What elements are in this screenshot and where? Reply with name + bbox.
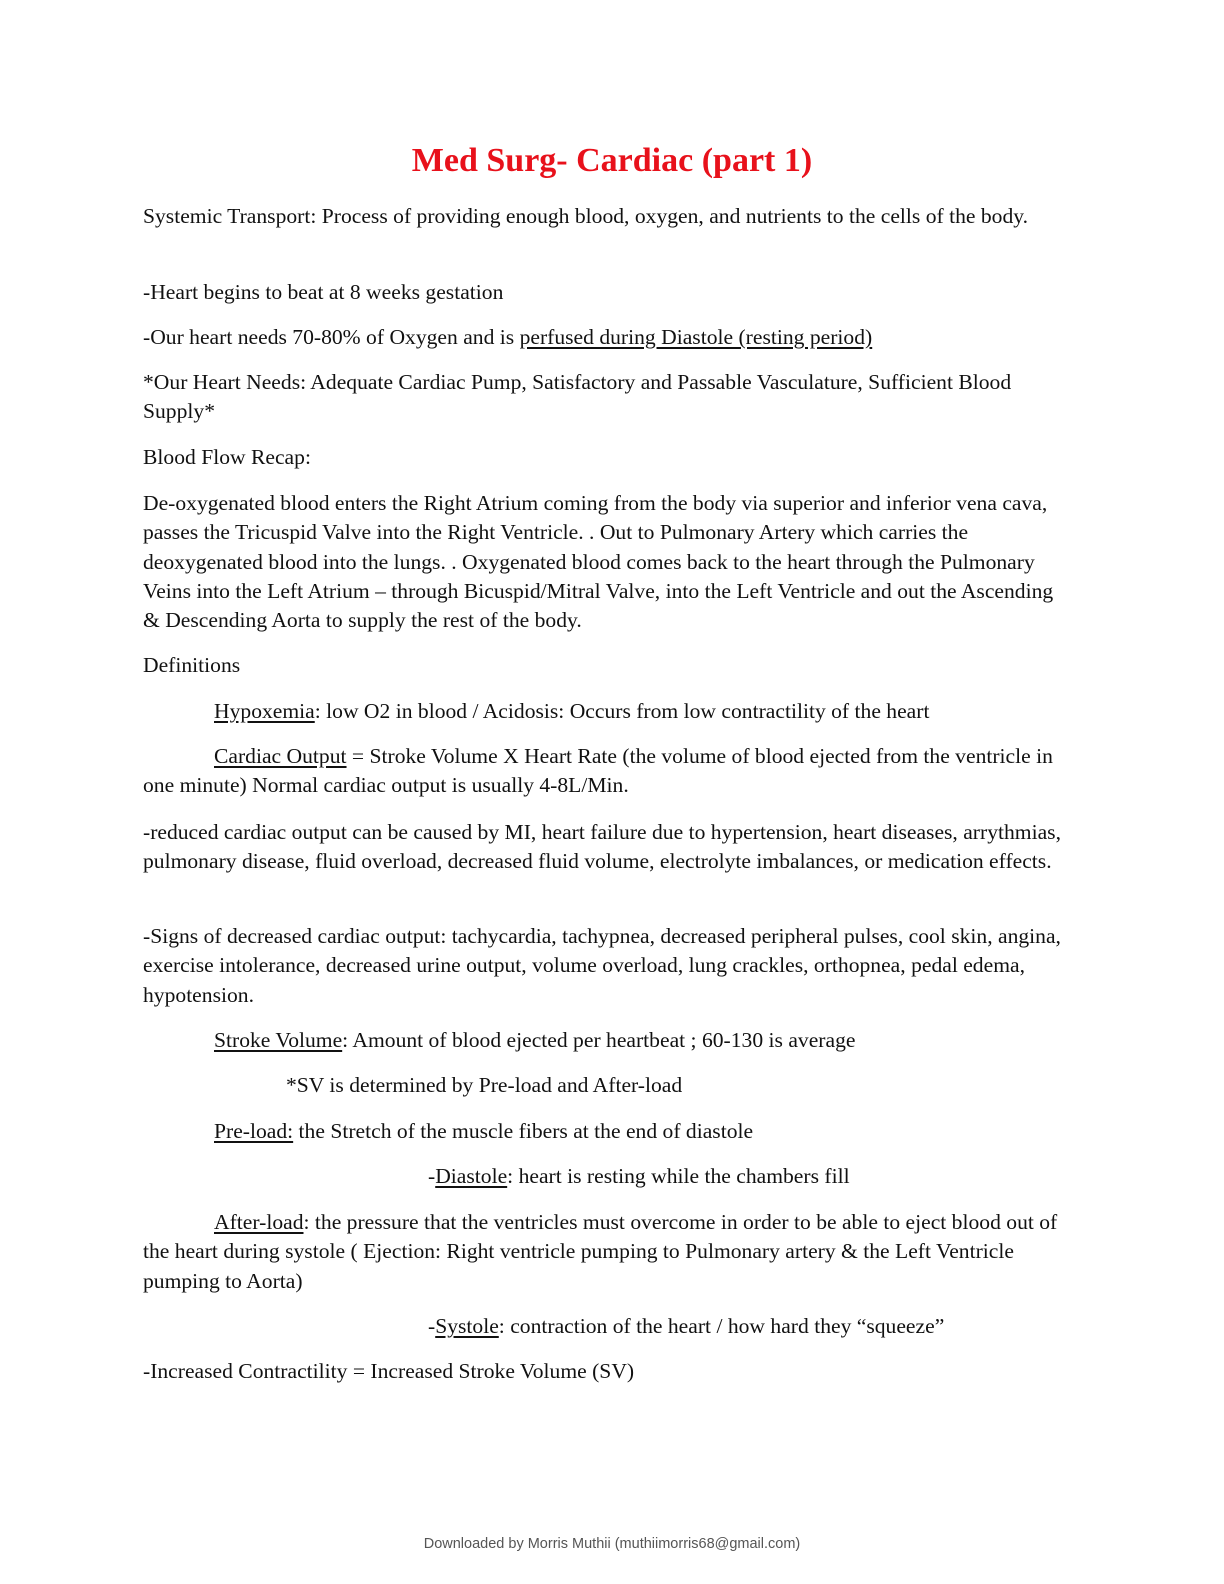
hypoxemia-definition: [143, 697, 1063, 726]
preload-definition: [143, 1117, 1063, 1146]
cardiac-output-term: Cardiac Output: [214, 744, 347, 768]
diastole-text: : heart is resting while the chambers fill: [507, 1164, 850, 1188]
preload-term: Pre-load:: [214, 1119, 294, 1143]
diastole-term: Diastole: [435, 1164, 508, 1188]
heart-beat-paragraph: -Heart begins to beat at 8 weeks gestation: [143, 280, 504, 304]
oxygen-underlined: perfused during Diastole (resting period): [519, 325, 873, 349]
definitions-heading: Definitions: [143, 653, 241, 677]
blood-flow-paragraph: De-oxygenated blood enters the Right Atrium coming from the body via superior and inferior vena cava, passes the Tricuspid Valve into the Right Ventricle. . Out to Pulmonary Artery which carries the deoxygenated blood into the lungs. . Oxygenated blood comes back to the heart through the Pulmonary Veins into the Left Atrium – through Bicuspid/Mitral Valve, into the Left Ventricle and out the Ascending & Descending Aorta to supply the rest of the body.: [143, 491, 1054, 633]
systole-term: Systole: [435, 1314, 499, 1338]
oxygen-text: -Our heart needs 70-80% of Oxygen and is: [143, 325, 520, 349]
download-footer: Downloaded by Morris Muthii (muthiimorris68@gmail.com): [423, 1536, 801, 1552]
dash: -: [428, 1314, 436, 1338]
afterload-term: After-load: [214, 1210, 304, 1234]
systemic-transport-paragraph: Systemic Transport: Process of providing enough blood, oxygen, and nutrients to the cells of the body.: [143, 204, 1029, 228]
reduced-output-paragraph: -reduced cardiac output can be caused by MI, heart failure due to hypertension, heart diseases, arrythmias, pulmonary disease, fluid overload, decreased fluid volume, electrolyte imbalances, or medication effects.: [143, 820, 1061, 874]
preload-text: the Stretch of the muscle fibers at the end of diastole: [293, 1119, 754, 1143]
oxygen-paragraph: [143, 323, 1063, 352]
diastole-definition: [428, 1162, 1068, 1191]
cardiac-output-definition: [143, 742, 1063, 801]
heart-needs-paragraph: *Our Heart Needs: Adequate Cardiac Pump, Satisfactory and Passable Vasculature, Sufficient Blood Supply*: [143, 370, 1012, 424]
stroke-volume-text: : Amount of blood ejected per heartbeat ; 60-130 is average: [342, 1028, 856, 1052]
systole-text: : contraction of the heart / how hard they “squeeze”: [498, 1314, 945, 1338]
afterload-definition: [143, 1208, 1063, 1296]
cardiac-output-text: = Stroke Volume X Heart Rate (the volume of blood ejected from the ventricle in one minute) Normal cardiac output is usually 4-8L/Min.: [143, 744, 1053, 798]
signs-paragraph: -Signs of decreased cardiac output: tachycardia, tachypnea, decreased peripheral pulses, cool skin, angina, exercise intolerance, decreased urine output, volume overload, lung crackles, orthopnea, pedal edema, hypotension.: [143, 924, 1061, 1007]
systole-definition: [428, 1312, 1068, 1341]
hypoxemia-text: : low O2 in blood / Acidosis: Occurs from low contractility of the heart: [314, 699, 930, 723]
stroke-volume-definition: [143, 1026, 1063, 1055]
hypoxemia-term: Hypoxemia: [214, 699, 315, 723]
document-title: Med Surg- Cardiac (part 1): [411, 142, 813, 179]
contractility-paragraph: -Increased Contractility = Increased Stroke Volume (SV): [143, 1359, 635, 1383]
afterload-text: : the pressure that the ventricles must overcome in order to be able to eject blood out of the heart during systole ( Ejection: Right ventricle pumping to Pulmonary artery & the Left Ventricle pumping to Aorta): [143, 1210, 1058, 1293]
stroke-volume-term: Stroke Volume: [214, 1028, 343, 1052]
sv-note: *SV is determined by Pre-load and After-load: [286, 1073, 683, 1097]
dash: -: [428, 1164, 436, 1188]
recap-heading: Blood Flow Recap:: [143, 445, 311, 469]
